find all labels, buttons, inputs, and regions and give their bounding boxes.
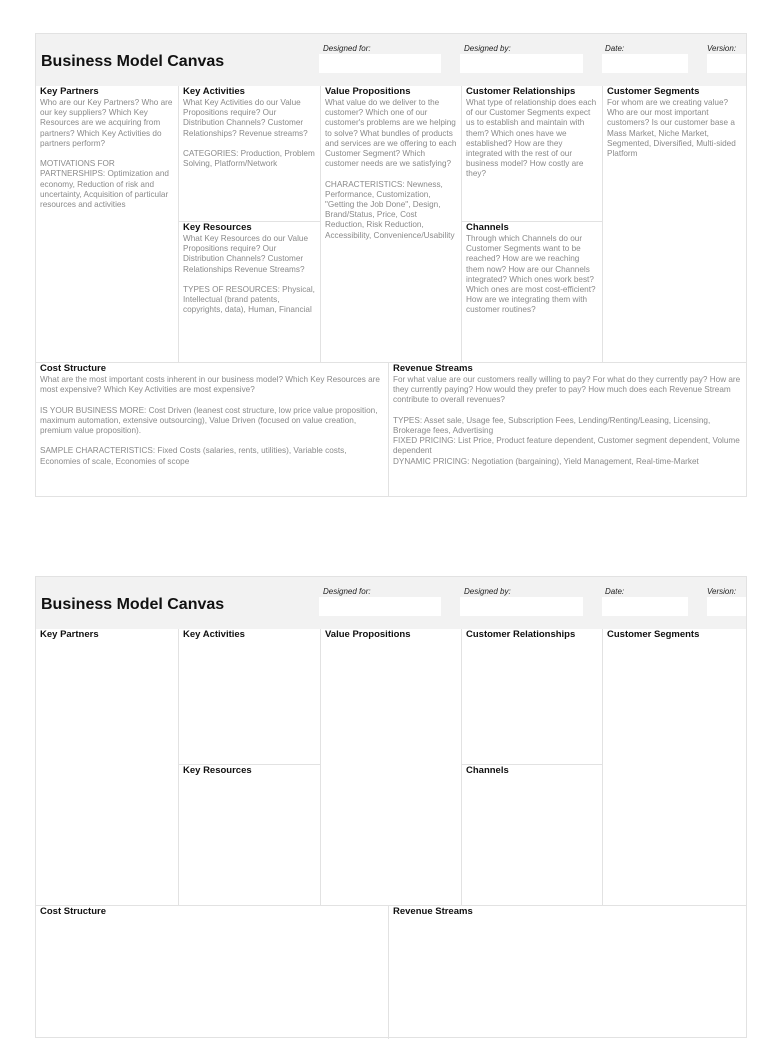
value-propositions-title: Value Propositions bbox=[325, 86, 411, 97]
key-resources-block[interactable] bbox=[179, 764, 320, 906]
customer-relationships-title: Customer Relationships bbox=[466, 86, 576, 97]
customer-relationships-title: Customer Relationships bbox=[466, 629, 576, 640]
business-model-canvas-filled bbox=[35, 33, 747, 497]
key-resources-text: What Key Resources do our Value Propositions require? Our Distribution Channels? Customer Relationships Revenue Streams? TYPES OF RESOURCES: Physical, Intellectual (brand patents, copyrights, data), Human, Financial bbox=[183, 234, 315, 315]
customer-relationships-channels-column bbox=[462, 86, 603, 363]
key-resources-title: Key Resources bbox=[183, 765, 252, 776]
customer-relationships-channels-column bbox=[462, 629, 603, 906]
key-partners-block[interactable] bbox=[36, 629, 179, 906]
channels-block[interactable] bbox=[462, 764, 602, 906]
version-field[interactable] bbox=[707, 54, 746, 73]
designed-for-field[interactable] bbox=[319, 54, 441, 73]
value-propositions-text: What value do we deliver to the customer? Which one of our customer's problems are we helping to solve? What bundles of products and services are we offering to each Customer Segment? Which customer needs are we satisfying? CHARACTERISTICS: Newness, Performance, Customization, "Getting the Job Done", Design, Brand/Status, Price, Cost Reduction, Risk Reduction, Accessibility, Convenience/Usability bbox=[325, 98, 457, 240]
key-activities-title: Key Activities bbox=[183, 86, 245, 97]
key-activities-block[interactable] bbox=[179, 629, 320, 764]
key-partners-text: Who are our Key Partners? Who are our key suppliers? Which Key Resources are we acquiring from partners? Which Key Activities do partners perform? MOTIVATIONS FOR PARTNERSHIPS: Optimization and economy, Reduction of risk and uncertainty, Acquisition of particular resources and activities bbox=[40, 98, 173, 210]
customer-segments-block[interactable] bbox=[603, 629, 746, 906]
canvas-header bbox=[36, 34, 746, 86]
customer-segments-title: Customer Segments bbox=[607, 629, 700, 640]
key-activities-resources-column bbox=[179, 86, 321, 363]
channels-title: Channels bbox=[466, 222, 509, 233]
customer-segments-text: For whom are we creating value? Who are our most important customers? Is our customer base a Mass Market, Niche Market, Segmented, Diversified, Multi-sided Platform bbox=[607, 98, 736, 159]
business-model-canvas-blank bbox=[35, 576, 747, 1038]
customer-relationships-block bbox=[462, 86, 602, 221]
version-label: Version: bbox=[707, 587, 737, 596]
cost-structure-block bbox=[36, 363, 389, 496]
key-resources-title: Key Resources bbox=[183, 222, 252, 233]
revenue-streams-block bbox=[389, 363, 746, 496]
date-label: Date: bbox=[605, 44, 625, 53]
customer-relationships-block[interactable] bbox=[462, 629, 602, 764]
customer-segments-block bbox=[603, 86, 746, 363]
key-partners-block bbox=[36, 86, 179, 363]
designed-for-field[interactable] bbox=[319, 597, 441, 616]
cost-structure-block[interactable] bbox=[36, 906, 389, 1039]
key-activities-block bbox=[179, 86, 320, 221]
date-label: Date: bbox=[605, 587, 625, 596]
revenue-streams-title: Revenue Streams bbox=[393, 363, 473, 374]
cost-structure-title: Cost Structure bbox=[40, 906, 106, 917]
value-propositions-block[interactable] bbox=[321, 629, 462, 906]
date-field[interactable] bbox=[602, 54, 688, 73]
key-activities-title: Key Activities bbox=[183, 629, 245, 640]
version-field[interactable] bbox=[707, 597, 746, 616]
value-propositions-block bbox=[321, 86, 462, 363]
revenue-streams-title: Revenue Streams bbox=[393, 906, 473, 917]
key-resources-block bbox=[179, 221, 320, 363]
designed-for-label: Designed for: bbox=[323, 44, 371, 53]
cost-structure-text: What are the most important costs inherent in our business model? Which Key Resources are most expensive? Which Key Activities are most expensive? IS YOUR BUSINESS MORE: Cost Driven (leanest cost structure, low price value proposition, maximum automation, extensive outsourcing), Value Driven (focused on value creation, premium value proposition). SAMPLE CHARACTERISTICS: Fixed Costs (salaries, rents, utilities), Variable costs, Economies of scale, Economies of scope bbox=[40, 375, 380, 466]
designed-by-field[interactable] bbox=[460, 597, 583, 616]
channels-title: Channels bbox=[466, 765, 509, 776]
channels-block bbox=[462, 221, 602, 363]
value-propositions-title: Value Propositions bbox=[325, 629, 411, 640]
designed-by-field[interactable] bbox=[460, 54, 583, 73]
revenue-streams-block[interactable] bbox=[389, 906, 746, 1039]
designed-by-label: Designed by: bbox=[464, 587, 511, 596]
cost-structure-title: Cost Structure bbox=[40, 363, 106, 374]
key-partners-title: Key Partners bbox=[40, 629, 99, 640]
revenue-streams-text: For what value are our customers really willing to pay? For what do they currently pay? How are they currently paying? How would they prefer to pay? How much does each Revenue Stream contribute to overall revenues? TYPES: Asset sale, Usage fee, Subscription Fees, Lending/Renting/Leasing, Licensing, Brokerage fees, Advertising FIXED PRICING: List Price, Product feature dependent, Customer segment dependent, Volume dependent DYNAMIC PRICING: Negotiation (bargaining), Yield Management, Real-time-Market bbox=[393, 375, 741, 466]
channels-text: Through which Channels do our Customer Segments want to be reached? How are we reaching them now? How are our Channels integrated? Which ones work best? Which ones are most cost-efficient? How are we integrating them with customer routines? bbox=[466, 234, 596, 315]
canvas-title: Business Model Canvas bbox=[41, 53, 225, 70]
date-field[interactable] bbox=[602, 597, 688, 616]
designed-by-label: Designed by: bbox=[464, 44, 511, 53]
designed-for-label: Designed for: bbox=[323, 587, 371, 596]
canvas-title: Business Model Canvas bbox=[41, 596, 225, 613]
key-activities-text: What Key Activities do our Value Propositions require? Our Distribution Channels? Customer Relationships? Revenue streams? CATEGORIES: Production, Problem Solving, Platform/Network bbox=[183, 98, 315, 169]
canvas-header bbox=[36, 577, 746, 629]
version-label: Version: bbox=[707, 44, 737, 53]
key-partners-title: Key Partners bbox=[40, 86, 99, 97]
customer-segments-title: Customer Segments bbox=[607, 86, 700, 97]
key-activities-resources-column bbox=[179, 629, 321, 906]
customer-relationships-text: What type of relationship does each of our Customer Segments expect us to establish and maintain with them? Which ones have we established? How are they integrated with the rest of our business model? How costly are they? bbox=[466, 98, 597, 179]
